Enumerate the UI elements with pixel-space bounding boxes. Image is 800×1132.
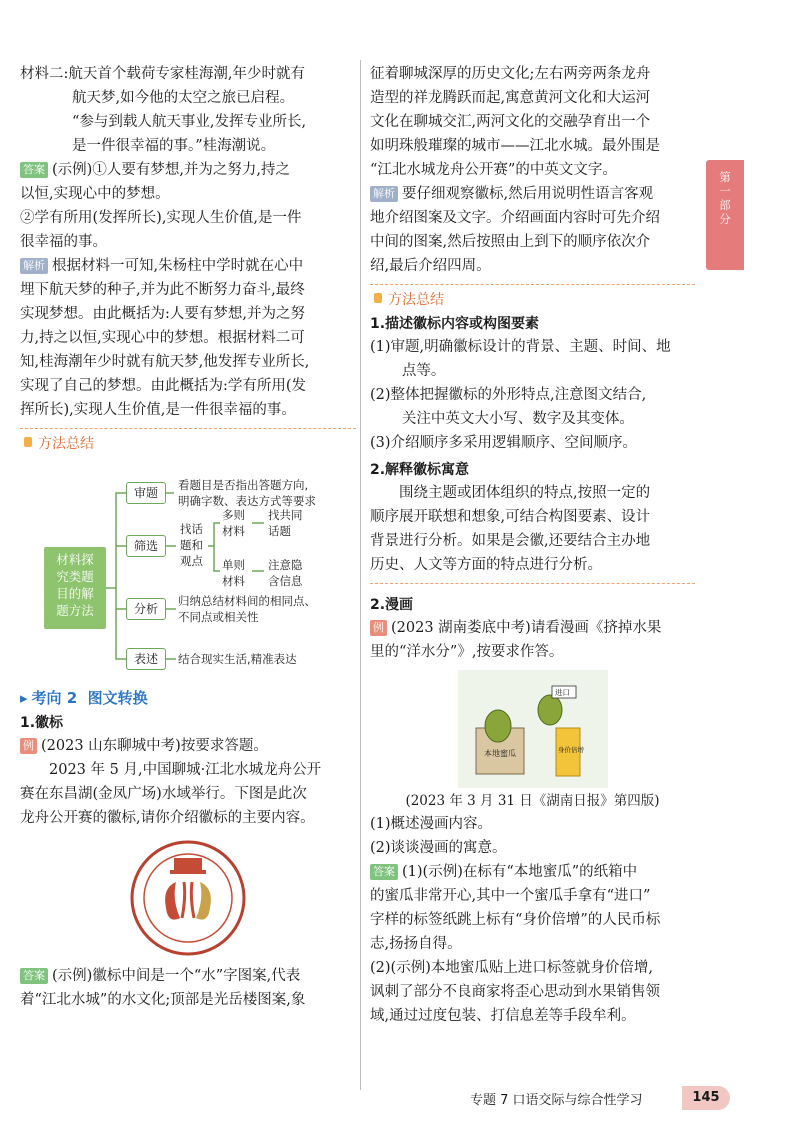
example-line: 赛在东昌湖(金凤广场)水域举行。下图是此次 xyxy=(20,786,307,802)
shaixuan-a: 多则 材料 xyxy=(222,508,245,538)
material2-line: 航天梦,如今他的太空之旅已启程。 xyxy=(72,90,295,106)
answer-line: 志,扬扬自得。 xyxy=(370,936,462,952)
method-item: (3)介绍顺序多采用逻辑顺序、空间顺序。 xyxy=(370,435,638,451)
diagram-root: 材料探 究类题 目的解 题方法 xyxy=(44,547,106,629)
heading-describe: 1.描述徽标内容或构图要素 xyxy=(370,316,540,332)
cont-line: 征着聊城深厚的历史文化;左右两旁两条龙舟 xyxy=(370,66,651,82)
left-column xyxy=(20,62,356,1012)
answer-line: 答案 (1)(示例)在标有“本地蜜瓜”的纸箱中 xyxy=(370,860,695,884)
analysis-line: 地介绍图案及文字。介绍画面内容时可先介绍 xyxy=(370,210,660,226)
example-line: 龙舟公开赛的徽标,请你介绍徽标的主要内容。 xyxy=(20,810,315,826)
analysis-line: 解析 根据材料一可知,朱杨柱中学时就在心中 xyxy=(20,254,356,278)
analysis-line: 埋下航天梦的种子,并为此不断努力奋斗,最终 xyxy=(20,282,305,298)
cont-line: 造型的祥龙腾跃而起,寓意黄河文化和大运河 xyxy=(370,90,651,106)
shaixuan-mid: 找话 题和 观点 xyxy=(180,522,203,568)
method-summary-title: 方法总结 xyxy=(370,289,450,309)
meaning-line: 背景进行分析。如果是会徽,还要结合主办地 xyxy=(370,533,651,549)
answer-line: 答案 (示例)①人要有梦想,并为之努力,持之 xyxy=(20,158,356,182)
method-item: (1)审题,明确徽标设计的背景、主题、时间、地 xyxy=(370,339,671,355)
diagram-node-fenxi: 分析 xyxy=(126,598,166,620)
analysis-line: 绍,最后介绍四周。 xyxy=(370,258,491,274)
kaoxiang-heading: ▸ 考向 2 图文转换 xyxy=(20,689,148,707)
method-summary-box xyxy=(370,284,695,309)
dragon-boat-emblem xyxy=(128,838,248,958)
method-summary-box xyxy=(20,428,356,453)
method-item: (2)整体把握徽标的外形特点,注意图文结合, xyxy=(370,387,647,403)
example-line: 例 (2023 湖南娄底中考)请看漫画《挤掉水果 xyxy=(370,616,695,640)
shaixuan-b: 单则 材料 xyxy=(222,558,245,588)
example-line: 里的“洋水分”》,按要求作答。 xyxy=(370,644,564,660)
shaixuan-b2: 注意隐 含信息 xyxy=(268,558,303,588)
analysis-line: 知,桂海潮年少时就有航天梦,他发挥专业所长, xyxy=(20,354,310,370)
sub-heading-cartoon: 2.漫画 xyxy=(370,597,414,613)
column-divider xyxy=(360,60,361,1090)
cartoon-caption: (2023 年 3 月 31 日《湖南日报》第四版) xyxy=(405,793,660,809)
answer-line: 很幸福的事。 xyxy=(20,234,107,250)
analysis-line: 力,持之以恒,实现心中的梦想。根据材料二可 xyxy=(20,330,305,346)
question-line: (1)概述漫画内容。 xyxy=(370,816,493,832)
analysis-tag: 解析 xyxy=(20,258,48,274)
fenxi-text: 归纳总结材料间的相同点、 不同点或相关性 xyxy=(178,594,316,624)
analysis-tag: 解析 xyxy=(370,186,398,202)
analysis-line: 挥所长),实现人生价值,是一件很幸福的事。 xyxy=(20,402,296,418)
method-item: 关注中英文大小写、数字及其变体。 xyxy=(401,411,634,427)
diagram-node-shenti: 审题 xyxy=(126,482,166,504)
material2-line: 是一件很幸福的事。”桂海潮说。 xyxy=(72,138,276,154)
material2-line: “参与到载人航天事业,发挥专业所长, xyxy=(72,114,307,130)
meaning-line: 围绕主题或团体组织的特点,按照一定的 xyxy=(399,485,651,501)
cartoon-box-label: 本地蜜瓜 xyxy=(483,749,516,758)
answer-line: ②学有所用(发挥所长),实现人生价值,是一件 xyxy=(20,210,302,226)
question-line: (2)谈谈漫画的寓意。 xyxy=(370,840,507,856)
shaixuan-a2: 找共同 话题 xyxy=(268,508,303,538)
answer-line: 域,通过过度包装、打信息差等手段牟利。 xyxy=(370,1008,636,1024)
right-column xyxy=(370,62,695,1028)
cartoon-sign-label: 身价倍增 xyxy=(557,746,584,754)
sub-heading-emblem: 1.徽标 xyxy=(20,715,64,731)
answer-line: 以恒,实现心中的梦想。 xyxy=(20,186,170,202)
arrow-icon: ▸ xyxy=(20,689,28,707)
shenti-text: 看题目是否指出答题方向, 明确字数、表达方式等要求 xyxy=(178,478,316,508)
cartoon-tag-label: 进口 xyxy=(554,688,570,697)
answer-line: 字样的标签纸跳上标有“身价倍增”的人民币标 xyxy=(370,912,661,928)
answer-line: 讽刺了部分不良商家将歪心思动到水果销售领 xyxy=(370,984,660,1000)
analysis-line: 解析 要仔细观察徽标,然后用说明性语言客观 xyxy=(370,182,695,206)
cont-line: “江北水城龙舟公开赛”的中英文文字。 xyxy=(370,162,617,178)
method-summary-title: 方法总结 xyxy=(20,433,100,453)
answer2-line: 答案 (示例)徽标中间是一个“水”字图案,代表 xyxy=(20,964,356,988)
method-item: 点等。 xyxy=(401,363,446,379)
footer-label: 专题 7 口语交际与综合性学习 xyxy=(470,1093,643,1108)
answer-line: 的蜜瓜非常开心,其中一个蜜瓜手拿有“进口” xyxy=(370,888,651,904)
material2-line: 材料二:航天首个载荷专家桂海潮,年少时就有 xyxy=(20,66,305,82)
cartoon-graphic xyxy=(458,670,608,788)
answer-tag: 答案 xyxy=(20,162,48,178)
analysis-line: 实现了自己的梦想。由此概括为:学有所用(发 xyxy=(20,378,307,394)
cartoon-image xyxy=(458,670,608,788)
heading-meaning: 2.解释徽标寓意 xyxy=(370,462,470,478)
meaning-line: 顺序展开联想和想象,可结合构图要素、设计 xyxy=(370,509,651,525)
answer-tag: 答案 xyxy=(370,864,398,880)
page-number: 145 xyxy=(682,1086,730,1110)
diagram-node-biaoshu: 表述 xyxy=(126,648,166,670)
cont-line: 如明珠般璀璨的城市——江北水城。最外围是 xyxy=(370,138,660,154)
section-side-tab: 第 一 部 分 xyxy=(706,160,744,270)
cont-line: 文化在聊城交汇,两河文化的交融孕育出一个 xyxy=(370,114,651,130)
answer-line: (2)(示例)本地蜜瓜贴上进口标签就身价倍增, xyxy=(370,960,653,976)
example-tag: 例 xyxy=(20,738,37,754)
page-footer xyxy=(470,1086,730,1112)
method-box-end xyxy=(370,583,695,584)
analysis-line: 实现梦想。由此概括为:人要有梦想,并为之努 xyxy=(20,306,305,322)
example-line: 2023 年 5 月,中国聊城·江北水城龙舟公开 xyxy=(49,762,322,778)
diagram-node-shaixuan: 筛选 xyxy=(126,535,166,557)
answer-tag: 答案 xyxy=(20,968,48,984)
meaning-line: 历史、人文等方面的特点进行分析。 xyxy=(370,557,602,573)
example-tag: 例 xyxy=(370,620,387,636)
emblem-graphic xyxy=(128,838,248,958)
method-diagram xyxy=(20,459,356,679)
answer2-line: 着“江北水城”的水文化;顶部是光岳楼图案,象 xyxy=(20,992,306,1008)
example-source: 例 (2023 山东聊城中考)按要求答题。 xyxy=(20,734,356,758)
analysis-line: 中间的图案,然后按照由上到下的顺序依次介 xyxy=(370,234,651,250)
biaoshu-text: 结合现实生活,精准表达 xyxy=(178,652,297,666)
